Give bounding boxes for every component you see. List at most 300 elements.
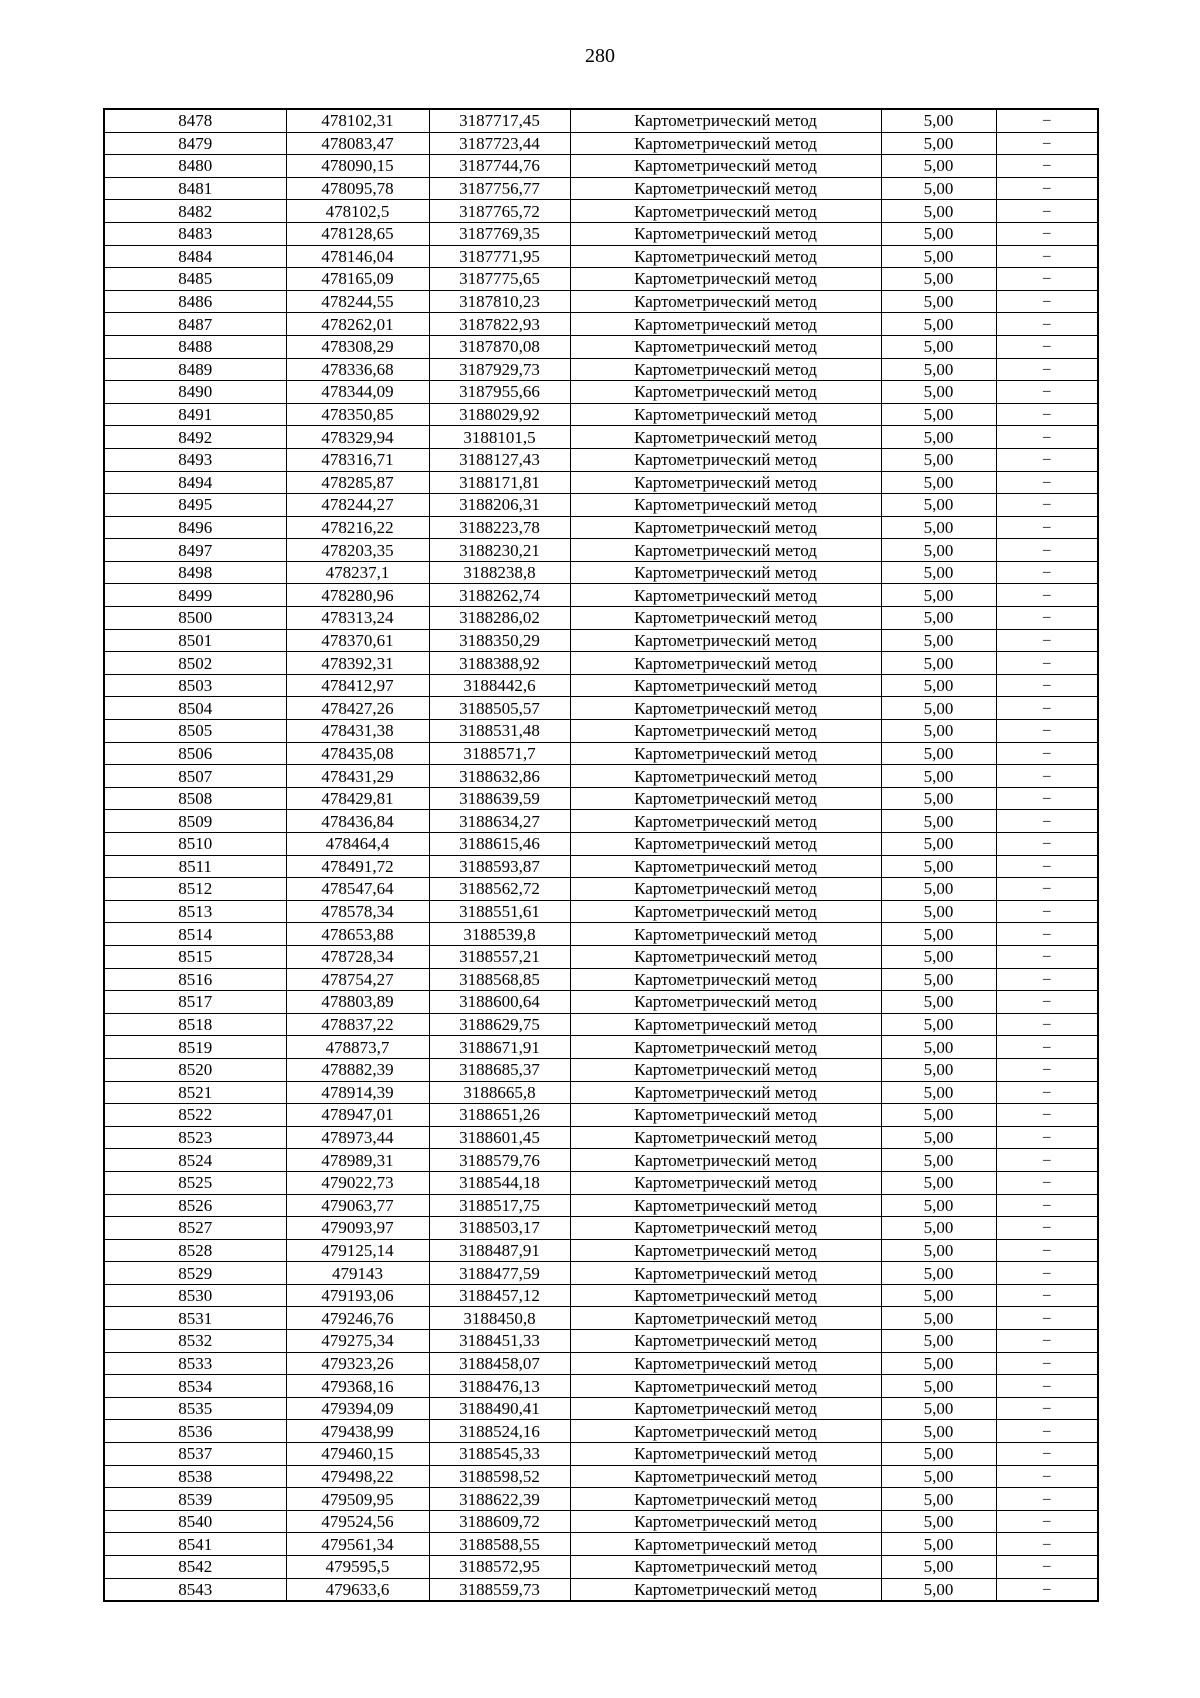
x-coordinate-cell: 478285,87 — [286, 471, 429, 494]
method-cell: Картометрический метод — [570, 516, 881, 539]
table-row — [104, 968, 1098, 991]
method-cell: Картометрический метод — [570, 268, 881, 291]
accuracy-cell: 5,00 — [881, 968, 996, 991]
table-row — [104, 1578, 1098, 1601]
method-cell: Картометрический метод — [570, 697, 881, 720]
method-cell: Картометрический метод — [570, 833, 881, 856]
description-cell: – — [996, 1217, 1098, 1240]
y-coordinate-cell: 3187771,95 — [429, 245, 570, 268]
description-cell: – — [996, 245, 1098, 268]
x-coordinate-cell: 479125,14 — [286, 1239, 429, 1262]
description-cell: – — [996, 268, 1098, 291]
table-row — [104, 358, 1098, 381]
description-cell: – — [996, 1510, 1098, 1533]
accuracy-cell: 5,00 — [881, 109, 996, 132]
accuracy-cell: 5,00 — [881, 1533, 996, 1556]
accuracy-cell: 5,00 — [881, 607, 996, 630]
method-cell: Картометрический метод — [570, 945, 881, 968]
x-coordinate-cell: 478216,22 — [286, 516, 429, 539]
x-coordinate-cell: 478350,85 — [286, 403, 429, 426]
method-cell: Картометрический метод — [570, 1126, 881, 1149]
description-cell: – — [996, 335, 1098, 358]
method-cell: Картометрический метод — [570, 810, 881, 833]
accuracy-cell: 5,00 — [881, 652, 996, 675]
table-row — [104, 335, 1098, 358]
y-coordinate-cell: 3188685,37 — [429, 1058, 570, 1081]
description-cell: – — [996, 1556, 1098, 1579]
x-coordinate-cell: 478316,71 — [286, 448, 429, 471]
table-row — [104, 584, 1098, 607]
method-cell: Картометрический метод — [570, 1533, 881, 1556]
description-cell: – — [996, 1149, 1098, 1172]
point-number-cell: 8480 — [104, 155, 286, 178]
method-cell: Картометрический метод — [570, 1420, 881, 1443]
x-coordinate-cell: 478914,39 — [286, 1081, 429, 1104]
description-cell: – — [996, 991, 1098, 1014]
point-number-cell: 8517 — [104, 991, 286, 1014]
method-cell: Картометрический метод — [570, 335, 881, 358]
y-coordinate-cell: 3188588,55 — [429, 1533, 570, 1556]
table-row — [104, 381, 1098, 404]
point-number-cell: 8519 — [104, 1036, 286, 1059]
method-cell: Картометрический метод — [570, 1081, 881, 1104]
accuracy-cell: 5,00 — [881, 516, 996, 539]
x-coordinate-cell: 478336,68 — [286, 358, 429, 381]
point-number-cell: 8543 — [104, 1578, 286, 1601]
x-coordinate-cell: 478370,61 — [286, 629, 429, 652]
x-coordinate-cell: 478989,31 — [286, 1149, 429, 1172]
method-cell: Картометрический метод — [570, 1556, 881, 1579]
table-row — [104, 132, 1098, 155]
description-cell: – — [996, 1578, 1098, 1601]
y-coordinate-cell: 3188388,92 — [429, 652, 570, 675]
x-coordinate-cell: 478837,22 — [286, 1013, 429, 1036]
point-number-cell: 8482 — [104, 200, 286, 223]
method-cell: Картометрический метод — [570, 1578, 881, 1601]
accuracy-cell: 5,00 — [881, 1058, 996, 1081]
point-number-cell: 8509 — [104, 810, 286, 833]
point-number-cell: 8531 — [104, 1307, 286, 1330]
accuracy-cell: 5,00 — [881, 1352, 996, 1375]
table-row — [104, 1510, 1098, 1533]
table-row — [104, 1149, 1098, 1172]
x-coordinate-cell: 478165,09 — [286, 268, 429, 291]
x-coordinate-cell: 478431,29 — [286, 765, 429, 788]
y-coordinate-cell: 3188615,46 — [429, 833, 570, 856]
accuracy-cell: 5,00 — [881, 1036, 996, 1059]
method-cell: Картометрический метод — [570, 1239, 881, 1262]
y-coordinate-cell: 3188490,41 — [429, 1397, 570, 1420]
table-row — [104, 1239, 1098, 1262]
table-row — [104, 629, 1098, 652]
description-cell: – — [996, 1104, 1098, 1127]
y-coordinate-cell: 3187775,65 — [429, 268, 570, 291]
y-coordinate-cell: 3188451,33 — [429, 1330, 570, 1353]
x-coordinate-cell: 479524,56 — [286, 1510, 429, 1533]
point-number-cell: 8479 — [104, 132, 286, 155]
y-coordinate-cell: 3187717,45 — [429, 109, 570, 132]
method-cell: Картометрический метод — [570, 494, 881, 517]
table-row — [104, 1217, 1098, 1240]
table-row — [104, 991, 1098, 1014]
description-cell: – — [996, 1420, 1098, 1443]
point-number-cell: 8520 — [104, 1058, 286, 1081]
accuracy-cell: 5,00 — [881, 268, 996, 291]
y-coordinate-cell: 3188503,17 — [429, 1217, 570, 1240]
description-cell: – — [996, 833, 1098, 856]
method-cell: Картометрический метод — [570, 855, 881, 878]
method-cell: Картометрический метод — [570, 222, 881, 245]
method-cell: Картометрический метод — [570, 403, 881, 426]
accuracy-cell: 5,00 — [881, 878, 996, 901]
point-number-cell: 8540 — [104, 1510, 286, 1533]
description-cell: – — [996, 1013, 1098, 1036]
y-coordinate-cell: 3188622,39 — [429, 1488, 570, 1511]
point-number-cell: 8535 — [104, 1397, 286, 1420]
x-coordinate-cell: 478436,84 — [286, 810, 429, 833]
method-cell: Картометрический метод — [570, 1149, 881, 1172]
y-coordinate-cell: 3187955,66 — [429, 381, 570, 404]
accuracy-cell: 5,00 — [881, 1171, 996, 1194]
x-coordinate-cell: 478280,96 — [286, 584, 429, 607]
method-cell: Картометрический метод — [570, 1465, 881, 1488]
method-cell: Картометрический метод — [570, 1013, 881, 1036]
y-coordinate-cell: 3188477,59 — [429, 1262, 570, 1285]
point-number-cell: 8534 — [104, 1375, 286, 1398]
method-cell: Картометрический метод — [570, 878, 881, 901]
description-cell: – — [996, 403, 1098, 426]
table-row — [104, 1556, 1098, 1579]
point-number-cell: 8490 — [104, 381, 286, 404]
method-cell: Картометрический метод — [570, 923, 881, 946]
method-cell: Картометрический метод — [570, 313, 881, 336]
method-cell: Картометрический метод — [570, 1397, 881, 1420]
x-coordinate-cell: 479509,95 — [286, 1488, 429, 1511]
table-row — [104, 177, 1098, 200]
method-cell: Картометрический метод — [570, 245, 881, 268]
table-row — [104, 1036, 1098, 1059]
method-cell: Картометрический метод — [570, 1352, 881, 1375]
description-cell: – — [996, 1126, 1098, 1149]
description-cell: – — [996, 358, 1098, 381]
accuracy-cell: 5,00 — [881, 222, 996, 245]
x-coordinate-cell: 478095,78 — [286, 177, 429, 200]
accuracy-cell: 5,00 — [881, 742, 996, 765]
y-coordinate-cell: 3187769,35 — [429, 222, 570, 245]
accuracy-cell: 5,00 — [881, 1556, 996, 1579]
method-cell: Картометрический метод — [570, 584, 881, 607]
accuracy-cell: 5,00 — [881, 1465, 996, 1488]
y-coordinate-cell: 3188230,21 — [429, 539, 570, 562]
method-cell: Картометрический метод — [570, 471, 881, 494]
method-cell: Картометрический метод — [570, 742, 881, 765]
accuracy-cell: 5,00 — [881, 787, 996, 810]
x-coordinate-cell: 479460,15 — [286, 1443, 429, 1466]
method-cell: Картометрический метод — [570, 1104, 881, 1127]
x-coordinate-cell: 478090,15 — [286, 155, 429, 178]
x-coordinate-cell: 478102,5 — [286, 200, 429, 223]
description-cell: – — [996, 109, 1098, 132]
point-number-cell: 8523 — [104, 1126, 286, 1149]
method-cell: Картометрический метод — [570, 900, 881, 923]
x-coordinate-cell: 479063,77 — [286, 1194, 429, 1217]
description-cell: – — [996, 1533, 1098, 1556]
point-number-cell: 8539 — [104, 1488, 286, 1511]
method-cell: Картометрический метод — [570, 991, 881, 1014]
accuracy-cell: 5,00 — [881, 426, 996, 449]
table-row — [104, 290, 1098, 313]
accuracy-cell: 5,00 — [881, 1194, 996, 1217]
description-cell: – — [996, 539, 1098, 562]
point-number-cell: 8529 — [104, 1262, 286, 1285]
table-row — [104, 1081, 1098, 1104]
x-coordinate-cell: 478128,65 — [286, 222, 429, 245]
method-cell: Картометрический метод — [570, 1036, 881, 1059]
x-coordinate-cell: 478412,97 — [286, 674, 429, 697]
x-coordinate-cell: 479394,09 — [286, 1397, 429, 1420]
y-coordinate-cell: 3188600,64 — [429, 991, 570, 1014]
x-coordinate-cell: 478344,09 — [286, 381, 429, 404]
y-coordinate-cell: 3188545,33 — [429, 1443, 570, 1466]
point-number-cell: 8506 — [104, 742, 286, 765]
description-cell: – — [996, 494, 1098, 517]
description-cell: – — [996, 855, 1098, 878]
point-number-cell: 8481 — [104, 177, 286, 200]
description-cell: – — [996, 765, 1098, 788]
method-cell: Картометрический метод — [570, 787, 881, 810]
point-number-cell: 8503 — [104, 674, 286, 697]
table-row — [104, 674, 1098, 697]
x-coordinate-cell: 479022,73 — [286, 1171, 429, 1194]
table-row — [104, 742, 1098, 765]
point-number-cell: 8508 — [104, 787, 286, 810]
y-coordinate-cell: 3188579,76 — [429, 1149, 570, 1172]
method-cell: Картометрический метод — [570, 1510, 881, 1533]
point-number-cell: 8530 — [104, 1284, 286, 1307]
accuracy-cell: 5,00 — [881, 1149, 996, 1172]
description-cell: – — [996, 177, 1098, 200]
method-cell: Картометрический метод — [570, 109, 881, 132]
table-row — [104, 697, 1098, 720]
point-number-cell: 8484 — [104, 245, 286, 268]
table-row — [104, 471, 1098, 494]
y-coordinate-cell: 3188639,59 — [429, 787, 570, 810]
y-coordinate-cell: 3188476,13 — [429, 1375, 570, 1398]
y-coordinate-cell: 3188568,85 — [429, 968, 570, 991]
method-cell: Картометрический метод — [570, 1375, 881, 1398]
description-cell: – — [996, 561, 1098, 584]
description-cell: – — [996, 516, 1098, 539]
method-cell: Картометрический метод — [570, 381, 881, 404]
y-coordinate-cell: 3187929,73 — [429, 358, 570, 381]
method-cell: Картометрический метод — [570, 1058, 881, 1081]
accuracy-cell: 5,00 — [881, 448, 996, 471]
table-row — [104, 1375, 1098, 1398]
x-coordinate-cell: 479246,76 — [286, 1307, 429, 1330]
description-cell: – — [996, 720, 1098, 743]
point-number-cell: 8533 — [104, 1352, 286, 1375]
x-coordinate-cell: 479595,5 — [286, 1556, 429, 1579]
method-cell: Картометрический метод — [570, 968, 881, 991]
description-cell: – — [996, 742, 1098, 765]
table-row — [104, 652, 1098, 675]
y-coordinate-cell: 3188531,48 — [429, 720, 570, 743]
accuracy-cell: 5,00 — [881, 1488, 996, 1511]
point-number-cell: 8496 — [104, 516, 286, 539]
accuracy-cell: 5,00 — [881, 290, 996, 313]
point-number-cell: 8502 — [104, 652, 286, 675]
description-cell: – — [996, 1397, 1098, 1420]
point-number-cell: 8518 — [104, 1013, 286, 1036]
y-coordinate-cell: 3188457,12 — [429, 1284, 570, 1307]
accuracy-cell: 5,00 — [881, 991, 996, 1014]
description-cell: – — [996, 1488, 1098, 1511]
x-coordinate-cell: 478392,31 — [286, 652, 429, 675]
y-coordinate-cell: 3188559,73 — [429, 1578, 570, 1601]
page-number: 280 — [585, 45, 615, 67]
y-coordinate-cell: 3188262,74 — [429, 584, 570, 607]
x-coordinate-cell: 478083,47 — [286, 132, 429, 155]
point-number-cell: 8495 — [104, 494, 286, 517]
description-cell: – — [996, 448, 1098, 471]
description-cell: – — [996, 313, 1098, 336]
x-coordinate-cell: 478429,81 — [286, 787, 429, 810]
point-number-cell: 8489 — [104, 358, 286, 381]
x-coordinate-cell: 478427,26 — [286, 697, 429, 720]
method-cell: Картометрический метод — [570, 426, 881, 449]
description-cell: – — [996, 1171, 1098, 1194]
description-cell: – — [996, 200, 1098, 223]
accuracy-cell: 5,00 — [881, 900, 996, 923]
y-coordinate-cell: 3187870,08 — [429, 335, 570, 358]
table-row — [104, 607, 1098, 630]
description-cell: – — [996, 1465, 1098, 1488]
point-number-cell: 8542 — [104, 1556, 286, 1579]
method-cell: Картометрический метод — [570, 177, 881, 200]
point-number-cell: 8510 — [104, 833, 286, 856]
description-cell: – — [996, 222, 1098, 245]
table-row — [104, 1533, 1098, 1556]
description-cell: – — [996, 697, 1098, 720]
description-cell: – — [996, 652, 1098, 675]
y-coordinate-cell: 3187810,23 — [429, 290, 570, 313]
x-coordinate-cell: 478329,94 — [286, 426, 429, 449]
accuracy-cell: 5,00 — [881, 313, 996, 336]
x-coordinate-cell: 478873,7 — [286, 1036, 429, 1059]
accuracy-cell: 5,00 — [881, 471, 996, 494]
y-coordinate-cell: 3188665,8 — [429, 1081, 570, 1104]
table-row — [104, 539, 1098, 562]
y-coordinate-cell: 3187723,44 — [429, 132, 570, 155]
method-cell: Картометрический метод — [570, 1488, 881, 1511]
point-number-cell: 8501 — [104, 629, 286, 652]
x-coordinate-cell: 478728,34 — [286, 945, 429, 968]
point-number-cell: 8528 — [104, 1239, 286, 1262]
point-number-cell: 8488 — [104, 335, 286, 358]
accuracy-cell: 5,00 — [881, 629, 996, 652]
point-number-cell: 8527 — [104, 1217, 286, 1240]
table-row — [104, 1058, 1098, 1081]
x-coordinate-cell: 478653,88 — [286, 923, 429, 946]
y-coordinate-cell: 3188634,27 — [429, 810, 570, 833]
x-coordinate-cell: 479438,99 — [286, 1420, 429, 1443]
point-number-cell: 8536 — [104, 1420, 286, 1443]
accuracy-cell: 5,00 — [881, 403, 996, 426]
x-coordinate-cell: 478547,64 — [286, 878, 429, 901]
y-coordinate-cell: 3188450,8 — [429, 1307, 570, 1330]
description-cell: – — [996, 132, 1098, 155]
method-cell: Картометрический метод — [570, 1262, 881, 1285]
accuracy-cell: 5,00 — [881, 1081, 996, 1104]
table-row — [104, 1171, 1098, 1194]
method-cell: Картометрический метод — [570, 448, 881, 471]
x-coordinate-cell: 479143 — [286, 1262, 429, 1285]
point-number-cell: 8525 — [104, 1171, 286, 1194]
table-row — [104, 448, 1098, 471]
table-row — [104, 1488, 1098, 1511]
method-cell: Картометрический метод — [570, 539, 881, 562]
accuracy-cell: 5,00 — [881, 1375, 996, 1398]
point-number-cell: 8505 — [104, 720, 286, 743]
y-coordinate-cell: 3188350,29 — [429, 629, 570, 652]
x-coordinate-cell: 479498,22 — [286, 1465, 429, 1488]
accuracy-cell: 5,00 — [881, 1262, 996, 1285]
accuracy-cell: 5,00 — [881, 945, 996, 968]
accuracy-cell: 5,00 — [881, 358, 996, 381]
method-cell: Картометрический метод — [570, 765, 881, 788]
point-number-cell: 8485 — [104, 268, 286, 291]
y-coordinate-cell: 3188505,57 — [429, 697, 570, 720]
method-cell: Картометрический метод — [570, 1217, 881, 1240]
x-coordinate-cell: 478435,08 — [286, 742, 429, 765]
table-row — [104, 787, 1098, 810]
accuracy-cell: 5,00 — [881, 155, 996, 178]
y-coordinate-cell: 3188651,26 — [429, 1104, 570, 1127]
point-number-cell: 8483 — [104, 222, 286, 245]
description-cell: – — [996, 900, 1098, 923]
y-coordinate-cell: 3188442,6 — [429, 674, 570, 697]
x-coordinate-cell: 479275,34 — [286, 1330, 429, 1353]
y-coordinate-cell: 3188593,87 — [429, 855, 570, 878]
y-coordinate-cell: 3188539,8 — [429, 923, 570, 946]
y-coordinate-cell: 3187822,93 — [429, 313, 570, 336]
table-row — [104, 765, 1098, 788]
description-cell: – — [996, 945, 1098, 968]
x-coordinate-cell: 478146,04 — [286, 245, 429, 268]
description-cell: – — [996, 1443, 1098, 1466]
x-coordinate-cell: 478203,35 — [286, 539, 429, 562]
y-coordinate-cell: 3188571,7 — [429, 742, 570, 765]
y-coordinate-cell: 3187744,76 — [429, 155, 570, 178]
description-cell: – — [996, 810, 1098, 833]
point-number-cell: 8526 — [104, 1194, 286, 1217]
x-coordinate-cell: 478464,4 — [286, 833, 429, 856]
point-number-cell: 8494 — [104, 471, 286, 494]
point-number-cell: 8513 — [104, 900, 286, 923]
point-number-cell: 8493 — [104, 448, 286, 471]
y-coordinate-cell: 3188572,95 — [429, 1556, 570, 1579]
method-cell: Картометрический метод — [570, 607, 881, 630]
point-number-cell: 8498 — [104, 561, 286, 584]
description-cell: – — [996, 290, 1098, 313]
method-cell: Картометрический метод — [570, 1194, 881, 1217]
y-coordinate-cell: 3188557,21 — [429, 945, 570, 968]
table-row — [104, 900, 1098, 923]
point-number-cell: 8512 — [104, 878, 286, 901]
method-cell: Картометрический метод — [570, 155, 881, 178]
point-number-cell: 8492 — [104, 426, 286, 449]
table-row — [104, 878, 1098, 901]
